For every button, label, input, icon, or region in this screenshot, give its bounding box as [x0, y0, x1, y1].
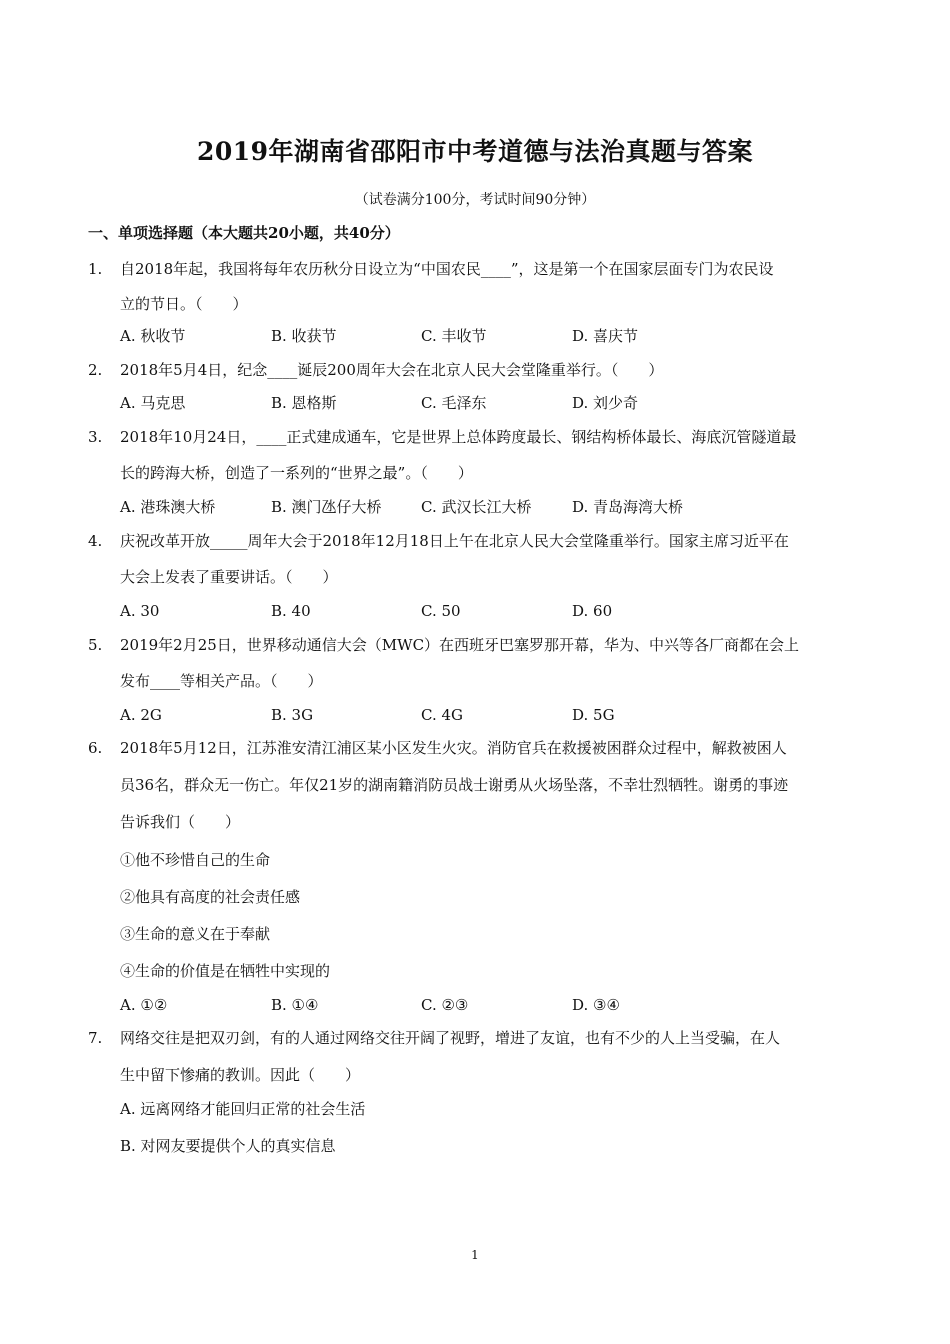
option-a[interactable]: A. 30: [120, 602, 160, 620]
question-number: 1.: [88, 260, 103, 278]
option-b[interactable]: B. 3G: [271, 706, 314, 724]
question-number: 4.: [88, 532, 103, 550]
statement-4: ④生命的价值是在牺牲中实现的: [120, 962, 331, 980]
option-c[interactable]: C. 武汉长江大桥: [421, 498, 532, 516]
question-text: 网络交往是把双刃剑，有的人通过网络交往开阔了视野，增进了友谊，也有不少的人上当受骗，在人: [120, 1029, 781, 1047]
option-c[interactable]: C. ②③: [421, 996, 469, 1014]
page-title: 2019年湖南省邵阳市中考道德与法治真题与答案: [196, 137, 754, 166]
option-d[interactable]: D. 60: [572, 602, 613, 620]
question-text: 大会上发表了重要讲话。（ ）: [120, 568, 338, 586]
question-text: 2018年5月4日，纪念____诞辰200周年大会在北京人民大会堂隆重举行。（ ）: [120, 361, 664, 379]
question-text: 长的跨海大桥，创造了一系列的“世界之最”。（ ）: [120, 464, 473, 482]
option-c[interactable]: C. 毛泽东: [421, 394, 487, 412]
option-a[interactable]: A. 2G: [120, 706, 162, 724]
question-text: 庆祝改革开放_____周年大会于2018年12月18日上午在北京人民大会堂隆重举行。国家主席习近平在: [120, 532, 789, 550]
question-number: 5.: [88, 636, 103, 654]
question-number: 2.: [88, 361, 103, 379]
question-text: 员36名，群众无一伤亡。年仅21岁的湖南籍消防员战士谢勇从火场坠落，不幸壮烈牺牲。谢勇的事迹: [120, 776, 789, 794]
page-number: 1: [471, 1248, 479, 1262]
option-b[interactable]: B. 对网友要提供个人的真实信息: [120, 1137, 336, 1155]
statement-1: ①他不珍惜自己的生命: [120, 851, 271, 869]
option-b[interactable]: B. 收获节: [271, 327, 337, 345]
option-a[interactable]: A. ①②: [120, 996, 168, 1014]
question-text: 自2018年起，我国将每年农历秋分日设立为“中国农民____”，这是第一个在国家层面专门为农民设: [120, 260, 774, 278]
option-b[interactable]: B. 40: [271, 602, 311, 620]
option-d[interactable]: D. 刘少奇: [572, 394, 639, 412]
option-a[interactable]: A. 马克思: [120, 394, 186, 412]
option-d[interactable]: D. 青岛海湾大桥: [572, 498, 684, 516]
option-d[interactable]: D. ③④: [572, 996, 620, 1014]
question-number: 7.: [88, 1029, 103, 1047]
question-text: 2018年10月24日，____正式建成通车，它是世界上总体跨度最长、钢结构桥体最长、海底沉管隧道最: [120, 428, 797, 446]
statement-2: ②他具有高度的社会责任感: [120, 888, 301, 906]
question-number: 3.: [88, 428, 103, 446]
section-heading: 一、单项选择题（本大题共20小题，共40分）: [88, 224, 400, 242]
question-text: 告诉我们（ ）: [120, 813, 241, 831]
option-c[interactable]: C. 50: [421, 602, 461, 620]
option-d[interactable]: D. 喜庆节: [572, 327, 639, 345]
question-text: 立的节日。（ ）: [120, 295, 248, 313]
option-b[interactable]: B. 恩格斯: [271, 394, 337, 412]
question-text: 发布____等相关产品。（ ）: [120, 672, 323, 690]
option-d[interactable]: D. 5G: [572, 706, 615, 724]
option-a[interactable]: A. 秋收节: [120, 327, 186, 345]
option-b[interactable]: B. ①④: [271, 996, 319, 1014]
statement-3: ③生命的意义在于奉献: [120, 925, 271, 943]
option-c[interactable]: C. 丰收节: [421, 327, 487, 345]
question-text: 生中留下惨痛的教训。因此（ ）: [120, 1066, 361, 1084]
question-text: 2019年2月25日，世界移动通信大会（MWC）在西班牙巴塞罗那开幕，华为、中兴等各厂商都在会上: [120, 636, 800, 654]
exam-info: （试卷满分100分，考试时间90分钟）: [354, 192, 596, 208]
option-b[interactable]: B. 澳门氹仔大桥: [271, 498, 382, 516]
option-a[interactable]: A. 港珠澳大桥: [120, 498, 216, 516]
question-number: 6.: [88, 739, 103, 757]
option-a[interactable]: A. 远离网络才能回归正常的社会生活: [120, 1100, 366, 1118]
question-text: 2018年5月12日，江苏淮安清江浦区某小区发生火灾。消防官兵在救援被困群众过程中，解救被困人: [120, 739, 787, 757]
option-c[interactable]: C. 4G: [421, 706, 464, 724]
